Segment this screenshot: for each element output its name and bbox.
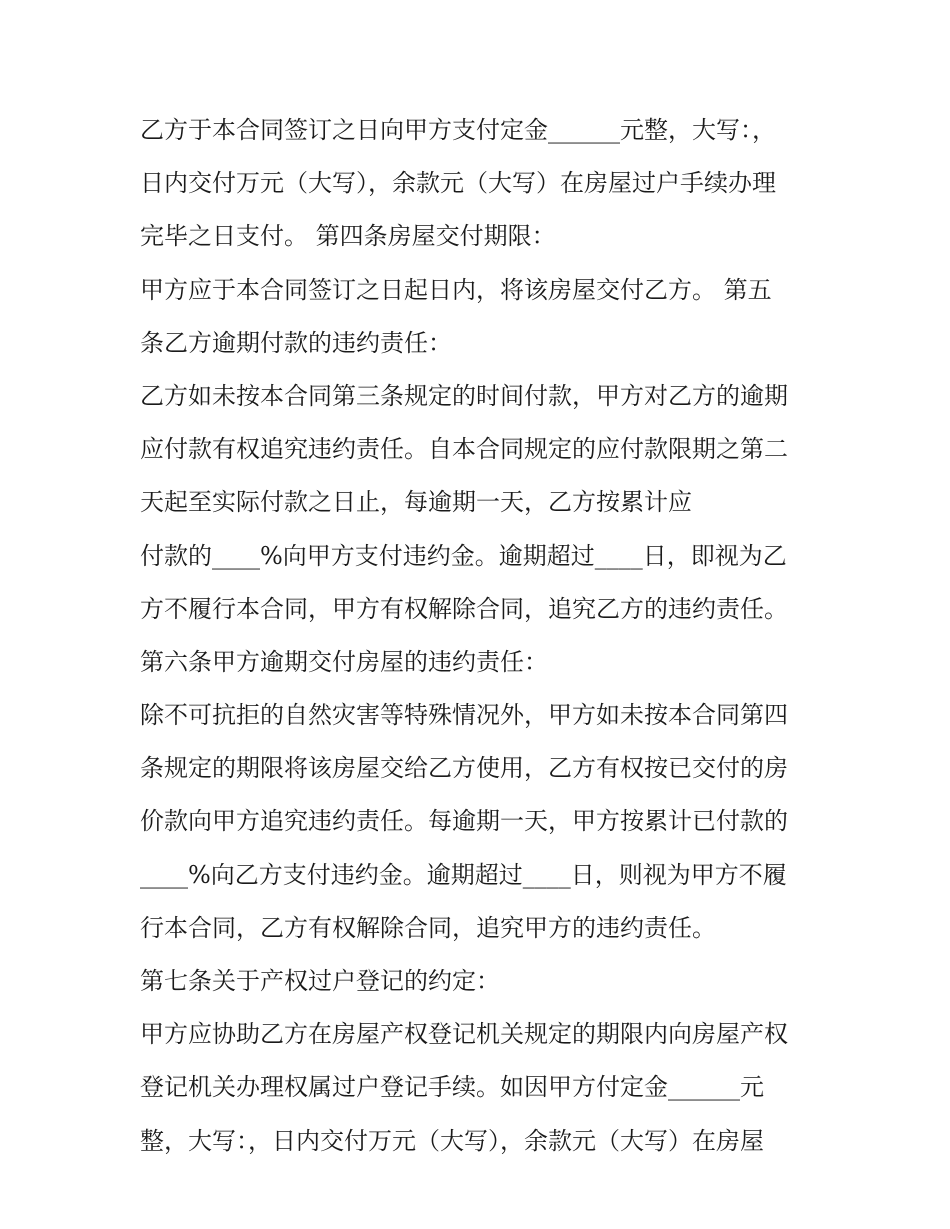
text-line: 价款向甲方追究违约责任。每逾期一天，甲方按累计已付款的 — [140, 807, 788, 836]
text-line: 应付款有权追究违约责任。自本合同规定的应付款限期之第二 — [140, 435, 788, 464]
text-line: 甲方应协助乙方在房屋产权登记机关规定的期限内向房屋产权 — [140, 1020, 788, 1049]
text-line: 行本合同，乙方有权解除合同，追究甲方的违约责任。 — [140, 913, 716, 942]
text-line: 乙方于本合同签订之日向甲方支付定金______元整，大写：， — [140, 116, 776, 144]
text-line: 条乙方逾期付款的违约责任： — [140, 328, 452, 357]
text-line: 甲方应于本合同签订之日起日内，将该房屋交付乙方。 第五 — [140, 275, 772, 304]
text-line: 乙方如未按本合同第三条规定的时间付款，甲方对乙方的逾期 — [140, 381, 788, 410]
text-line: 条规定的期限将该房屋交给乙方使用，乙方有权按已交付的房 — [140, 754, 788, 783]
contract-text-body — [140, 104, 840, 1168]
text-line: ____%向乙方支付违约金。逾期超过____日，则视为甲方不履 — [140, 860, 787, 889]
text-line: 第六条甲方逾期交付房屋的违约责任： — [140, 647, 548, 676]
text-line: 登记机关办理权属过户登记手续。如因甲方付定金______元 — [140, 1073, 764, 1102]
text-line: 整，大写：，日内交付万元（大写），余款元（大写）在房屋 — [140, 1126, 764, 1155]
text-line: 付款的____%向甲方支付违约金。逾期超过____日，即视为乙 — [140, 541, 787, 570]
text-line: 天起至实际付款之日止，每逾期一天，乙方按累计应 — [140, 488, 692, 517]
text-line: 方不履行本合同，甲方有权解除合同，追究乙方的违约责任。 — [140, 594, 788, 623]
text-line: 日内交付万元（大写），余款元（大写）在房屋过户手续办理 — [140, 169, 776, 198]
text-line: 第七条关于产权过户登记的约定： — [140, 967, 500, 995]
text-line: 完毕之日支付。 第四条房屋交付期限： — [140, 222, 556, 251]
text-line: 除不可抗拒的自然灾害等特殊情况外，甲方如未按本合同第四 — [140, 701, 788, 730]
